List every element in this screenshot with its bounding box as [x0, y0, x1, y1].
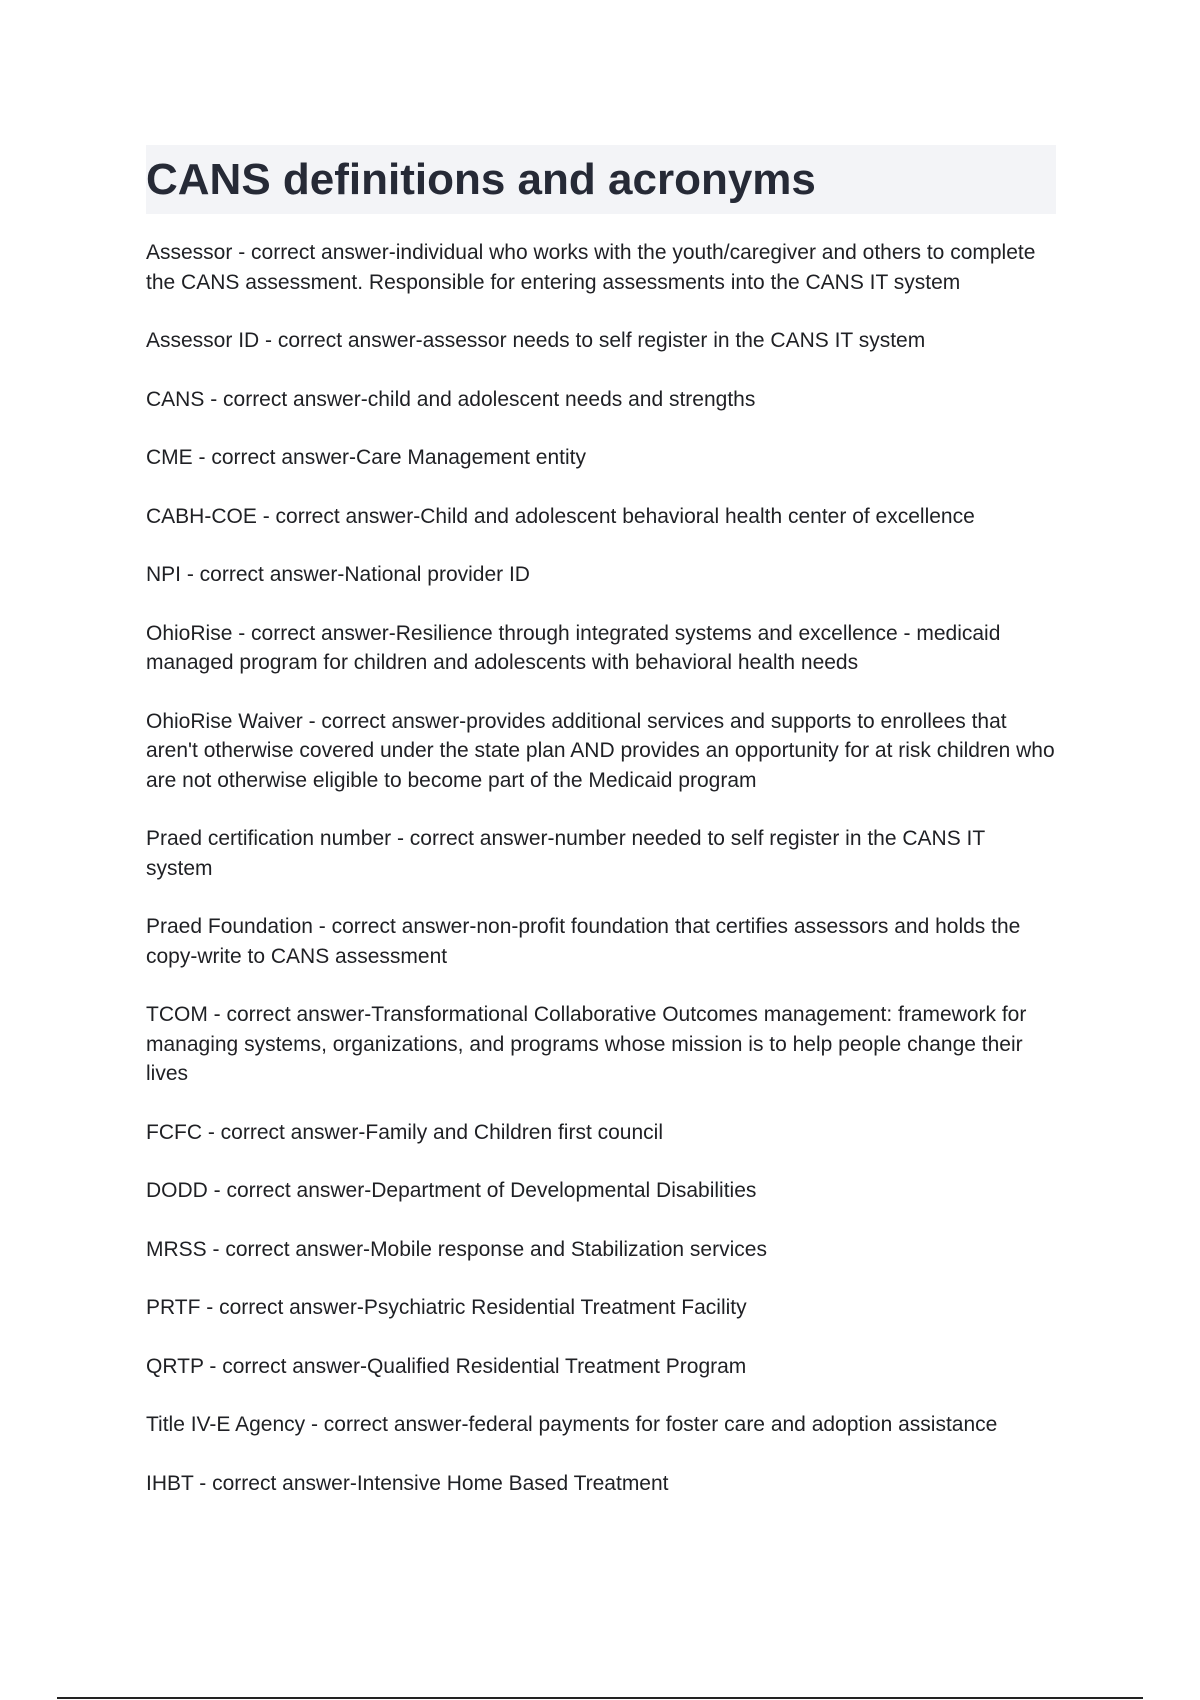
entry-separator: - correct answer-	[302, 709, 467, 733]
definition-entry	[146, 619, 1056, 678]
entry-term: FCFC	[146, 1120, 202, 1144]
definition-entry	[146, 385, 1056, 415]
definitions-list	[146, 238, 1056, 1527]
definition-entry	[146, 238, 1056, 297]
entry-term: DODD	[146, 1179, 208, 1202]
entry-definition: provides additional services and supports to enrollees that aren't otherwise covered under the state plan AND provides an opportunity for at risk children who are not otherwise eligible to become part of the Medicaid program	[146, 709, 1055, 792]
definition-entry	[146, 443, 1056, 473]
entry-definition: National provider ID	[344, 563, 530, 586]
definition-entry	[146, 1410, 1056, 1440]
entry-separator: - correct answer-	[391, 827, 555, 850]
entry-separator: - correct answer-	[207, 1003, 372, 1026]
entry-definition: Child and adolescent behavioral health center of excellence	[420, 504, 975, 528]
entry-separator: - correct answer-	[207, 1179, 372, 1202]
entry-term: Title IV-E Agency	[146, 1413, 306, 1436]
entry-separator: - correct answer-	[192, 446, 357, 469]
entry-definition: federal payments for foster care and adoption assistance	[468, 1413, 998, 1436]
page-title: CANS definitions and acronyms	[146, 155, 816, 204]
entry-separator: - correct answer-	[259, 329, 423, 352]
entry-term: IHBT	[146, 1471, 194, 1495]
entry-definition: individual who works with the youth/caregiver and others to complete the CANS assessment. Responsible for entering assessments into the CANS IT system	[146, 241, 1036, 294]
entry-definition: number needed to self register in the CANS IT system	[146, 827, 985, 880]
definition-entry	[146, 502, 1056, 532]
definition-entry	[146, 1293, 1056, 1323]
entry-separator: - correct answer-	[232, 241, 396, 264]
definition-entry	[146, 912, 1056, 971]
definition-entry	[146, 707, 1056, 796]
entry-term: TCOM	[146, 1003, 208, 1026]
entry-term: MRSS	[146, 1237, 207, 1261]
entry-separator: - correct answer-	[256, 504, 421, 528]
entry-term: CANS	[146, 387, 205, 411]
entry-term: CABH-COE	[146, 504, 257, 528]
entry-separator: - correct answer-	[312, 915, 477, 938]
entry-definition: Resilience through integrated systems and excellence - medicaid managed program for children and adolescents with behavioral health needs	[146, 621, 1001, 674]
entry-term: OhioRise	[146, 621, 233, 645]
definition-entry	[146, 1118, 1056, 1148]
entry-definition: assessor needs to self register in the CANS IT system	[422, 329, 926, 352]
entry-term: QRTP	[146, 1354, 204, 1378]
entry-definition: child and adolescent needs and strengths	[367, 387, 756, 411]
entry-definition: Family and Children first council	[365, 1120, 663, 1144]
entry-definition: Intensive Home Based Treatment	[356, 1471, 669, 1495]
definition-entry	[146, 1235, 1056, 1265]
entry-separator: - correct answer-	[193, 1471, 357, 1495]
definition-entry	[146, 1352, 1056, 1382]
definition-entry	[146, 326, 1056, 356]
entry-term: Assessor ID	[146, 329, 260, 352]
definition-entry	[146, 824, 1056, 883]
entry-separator: - correct answer-	[203, 1354, 367, 1378]
entry-separator: - correct answer-	[204, 387, 368, 411]
entry-term: Praed certification number	[146, 827, 392, 850]
entry-definition: Care Management entity	[356, 446, 587, 469]
entry-term: NPI	[146, 563, 182, 586]
definition-entry	[146, 1176, 1056, 1206]
entry-separator: - correct answer-	[305, 1413, 469, 1436]
definition-entry	[146, 1469, 1056, 1499]
entry-separator: - correct answer-	[181, 563, 345, 586]
entry-definition: Psychiatric Residential Treatment Facility	[363, 1296, 747, 1319]
entry-definition: Qualified Residential Treatment Program	[366, 1354, 747, 1378]
entry-separator: - correct answer-	[202, 1120, 366, 1144]
footer-rule	[57, 1697, 1143, 1699]
entry-definition: non-profit foundation that certifies assessors and holds the copy-write to CANS assessment	[146, 915, 1021, 968]
entry-separator: - correct answer-	[206, 1237, 371, 1261]
entry-term: Praed Foundation	[146, 915, 313, 938]
entry-separator: - correct answer-	[232, 621, 396, 645]
definition-entry	[146, 1000, 1056, 1089]
definition-entry	[146, 560, 1056, 590]
entry-separator: - correct answer-	[200, 1296, 364, 1319]
entry-term: Assessor	[146, 241, 233, 264]
entry-term: OhioRise Waiver	[146, 709, 303, 733]
entry-term: PRTF	[146, 1296, 201, 1319]
entry-definition: Department of Developmental Disabilities	[371, 1179, 757, 1202]
entry-definition: Transformational Collaborative Outcomes management: framework for managing systems, organizations, and programs whose mission is to help people change their lives	[146, 1003, 1027, 1085]
entry-definition: Mobile response and Stabilization services	[370, 1237, 767, 1261]
entry-term: CME	[146, 446, 193, 469]
